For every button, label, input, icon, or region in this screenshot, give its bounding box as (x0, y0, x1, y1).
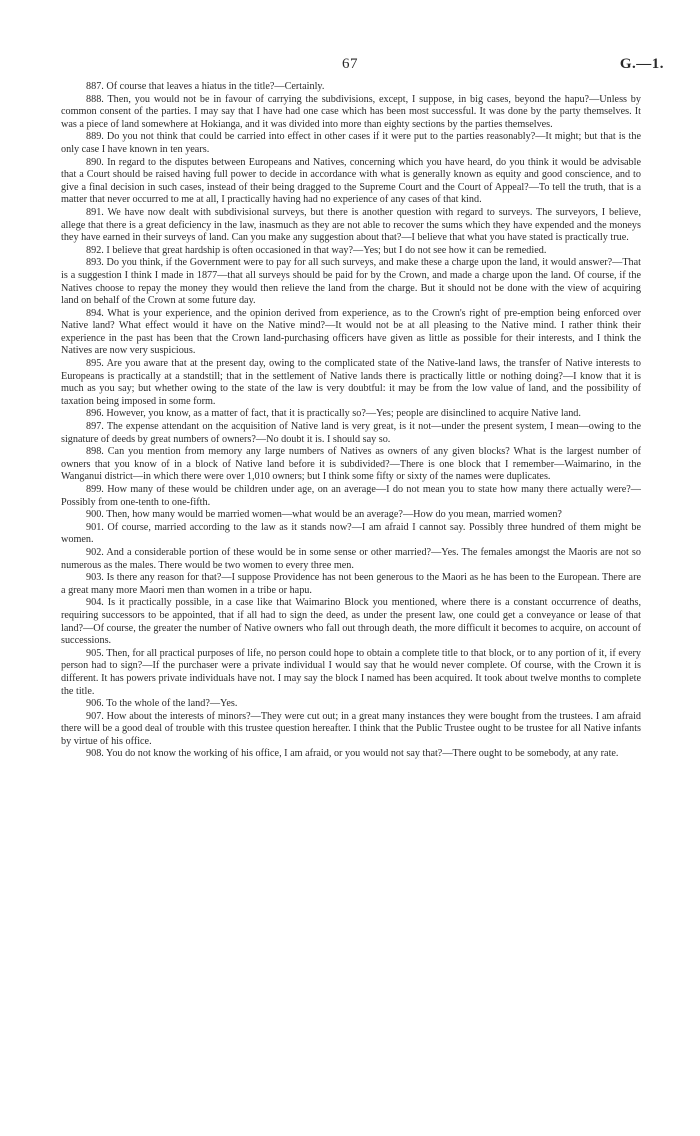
paragraph-908: 908. You do not know the working of his office, I am afraid, or you would not say that?—There ought to be somebody, at any rate. (86, 748, 619, 760)
paragraph-900: 900. Then, how many would be married women—what would be an average?—How do you mean, married women? (86, 509, 562, 521)
paragraph-895: 895. Are you aware that at the present day, owing to the complicated state of the Native-land laws, the transfer of Native interests to Europeans is practically at a standstill; that in the settlement of Native lands there is practically little or nothing doing?—I know that it is much as you say; but whether owing to the state of the law is very doubtful: it may be from the low value of land, and the possibility of taxation being imposed in some form. (61, 358, 641, 407)
page-header (0, 56, 700, 76)
paragraph-894: 894. What is your experience, and the opinion derived from experience, as to the Crown's right of pre-emption being enforced over Native land? What effect would it have on the Native mind?—It would not be at all pleasing to the Native mind. I rather think their experience in the past has been that the Crown land-purchasing officers have given as little as possible for their interests, and I think the Natives are now very suspicious. (61, 307, 641, 357)
paragraph-887: 887. Of course that leaves a hiatus in the title?—Certainly. (86, 81, 325, 92)
paragraph-898: 898. Can you mention from memory any large numbers of Natives as owners of any given blocks? What is the largest number of owners that you know of in a block of Native land before it is subdivided?—There is one block that I remember—Waimarino, in the Wanganui district—in which there were over 1,010 owners; but I think some fifty or sixty of the names were duplicates. (61, 446, 641, 483)
paragraph-890: 890. In regard to the disputes between Europeans and Natives, concerning which you have heard, do you think it would be advisable that a Court should be raised having full power to decide in accordance with what is generally known as equity and good conscience, and to give a final decision in such cases, instead of their being dragged to the Supreme Court and the Court of Appeal?—To tell the truth, that is a matter that never occurred to me at all, I practically having had no experience of any cases of that kind. (61, 156, 641, 206)
paragraph-901: 901. Of course, married according to the law as it stands now?—I am afraid I cannot say. Possibly three hundred of them might be women. (61, 521, 641, 546)
paragraph-896: 896. However, you know, as a matter of fact, that it is practically so?—Yes; people are disinclined to acquire Native land. (86, 408, 581, 420)
paragraph-906: 906. To the whole of the land?—Yes. (86, 698, 238, 710)
paragraph-903: 903. Is there any reason for that?—I suppose Providence has not been generous to the Maori as he has been to the European. There are a great many more Maori men than women in a tribe or hapu. (61, 572, 641, 596)
paragraph-889: 889. Do you not think that could be carried into effect in other cases if it were put to the parties reasonably?—It might; but that is the only case I have known in ten years. (61, 131, 641, 155)
paragraph-902: 902. And a considerable portion of these would be in some sense or other married?—Yes. The females amongst the Maoris are not so numerous as the males. There would be two women to every three men. (61, 546, 641, 571)
paragraph-888: 888. Then, you would not be in favour of carrying the subdivisions, except, I suppose, in big cases, beyond the hapu?—Unless by common consent of the parties. I may say that I have had one case which has been most successful. It was done by the party themselves. It was a piece of land somewhere at Hokianga, and it was divided into more than eighty sections by the parties themselves. (61, 93, 641, 130)
paragraph-891: 891. We have now dealt with subdivisional surveys, but there is another question with regard to surveys. The surveyors, I believe, allege that there is a great deficiency in the law, inasmuch as they are not able to recover the sums which they have expended and the moneys they have earned in their surveys of land. Can you make any suggestion about that?—I believe that what you have stated is practically true. (61, 206, 641, 244)
page-number: 67 (342, 56, 358, 72)
paragraph-899: 899. How many of these would be children under age, on an average—I do not mean you to state how many there actually were?—Possibly from one-tenth to one-fifth. (61, 484, 641, 508)
page-body (61, 81, 641, 761)
paragraph-892: 892. I believe that great hardship is often occasioned in that way?—Yes; but I do not see how it can be remedied. (86, 244, 547, 256)
paragraph-907: 907. How about the interests of minors?—They were cut out; in a great many instances they were bought from the trustees. I am afraid there will be a good deal of trouble with this trustee question hereafter. I think that the Public Trustee ought to be trustee for all Native infants by virtue of his office. (61, 710, 641, 747)
paragraph-897: 897. The expense attendant on the acquisition of Native land is very great, is it not—under the present system, I mean—owing to the signature of deeds by great numbers of owners?—No doubt it is. I should say so. (61, 421, 641, 445)
paragraph-904: 904. Is it practically possible, in a case like that Waimarino Block you mentioned, where there is a constant occurrence of deaths, requiring successors to be appointed, that if all had to sign the deed, as under the present law, one could get a conveyance or lease of that land?—Of course, the greater the number of Native owners who fall out through death, the more difficult it becomes to acquire, on account of successions. (61, 597, 641, 647)
document-reference: G.—1. (619, 56, 664, 72)
paragraph-893: 893. Do you think, if the Government were to pay for all such surveys, and make these a charge upon the land, it would answer?—That is a suggestion I think I made in 1877—that all surveys should be paid for by the Crown, and made a charge upon the land. Of course, if the Natives choose to repay the money they would then relieve the land from the charge. But it should not be done with the view of acquiring land on behalf of the Crown at some future day. (61, 257, 641, 307)
paragraph-905: 905. Then, for all practical purposes of life, no person could hope to obtain a complete title to that block, or to any portion of it, if every person had to sign?—If the purchaser were a private individual I would say that he would never complete. Of course, with the Crown it is different. It has powers private individuals have not. I may say the block I named has been acquired. It took about twelve months to complete the title. (61, 647, 641, 697)
